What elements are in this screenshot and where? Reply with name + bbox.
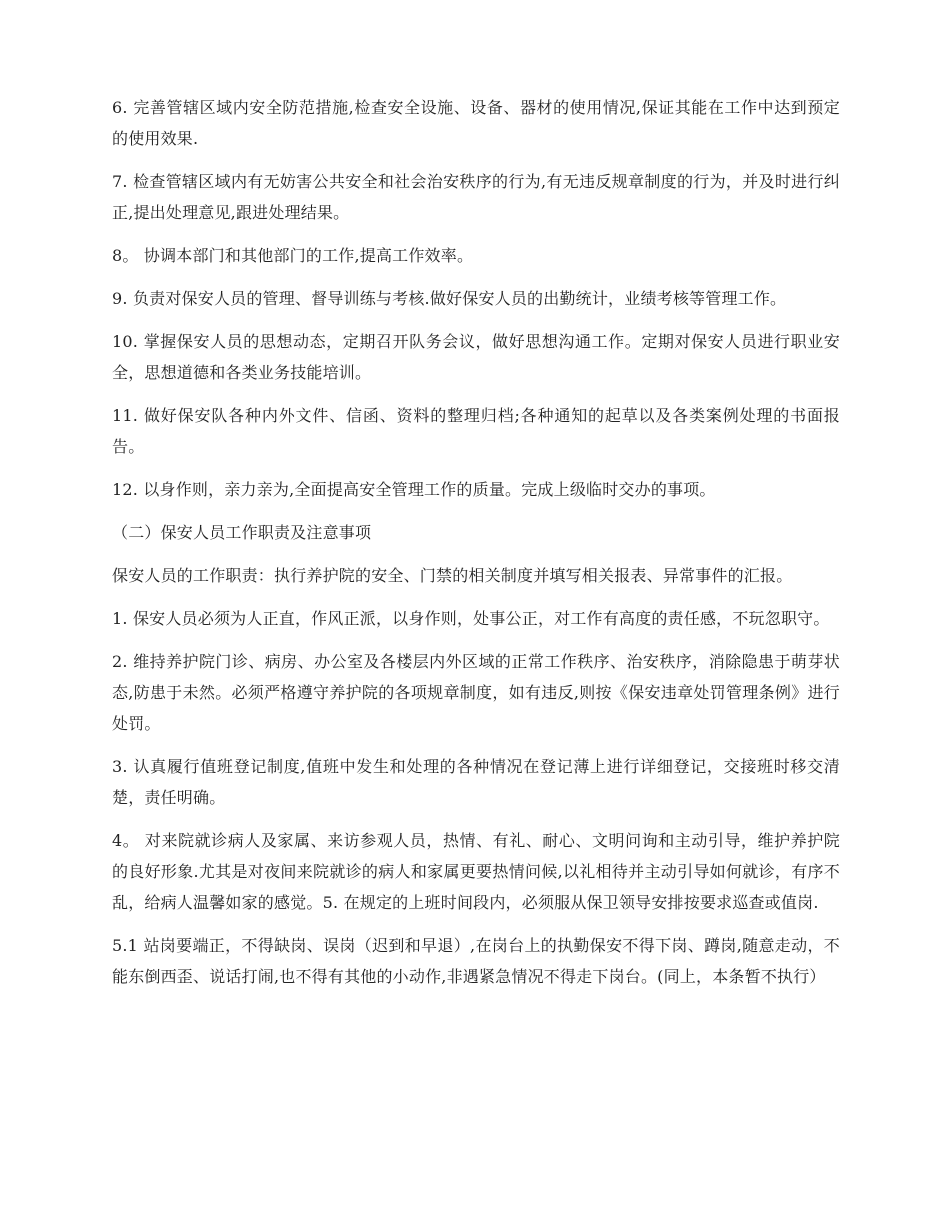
paragraph-item-7: 7. 检查管辖区域内有无妨害公共安全和社会治安秩序的行为,有无违反规章制度的行为，并及时进行纠正,提出处理意见,跟进处理结果。 — [112, 172, 840, 222]
paragraph-item-8: 8。 协调本部门和其他部门的工作,提高工作效率。 — [112, 246, 474, 265]
paragraph-item-9: 9. 负责对保安人员的管理、督导训练与考核.做好保安人员的出勤统计，业绩考核等管理工作。 — [112, 289, 787, 308]
paragraph-item-11: 11. 做好保安队各种内外文件、信函、资料的整理归档;各种通知的起草以及各类案例处理的书面报告。 — [112, 406, 840, 456]
duty-item-3: 3. 认真履行值班登记制度,值班中发生和处理的各种情况在登记薄上进行详细登记，交接班时移交清楚，责任明确。 — [112, 757, 840, 807]
duty-item-1: 1. 保安人员必须为人正直，作风正派，以身作则，处事公正，对工作有高度的责任感，不玩忽职守。 — [112, 609, 830, 628]
duty-item-2: 2. 维持养护院门诊、病房、办公室及各楼层内外区域的正常工作秩序、治安秩序，消除隐患于萌芽状态,防患于未然。必须严格遵守养护院的各项规章制度，如有违反,则按《保安违章处罚管理条例》进行处罚。 — [112, 652, 840, 733]
paragraph-item-6: 6. 完善管辖区域内安全防范措施,检查安全设施、设备、器材的使用情况,保证其能在工作中达到预定的使用效果. — [112, 98, 840, 148]
paragraph-item-12: 12. 以身作则，亲力亲为,全面提高安全管理工作的质量。完成上级临时交办的事项。 — [112, 480, 716, 499]
section-heading: （二）保安人员工作职责及注意事项 — [112, 523, 372, 542]
document-body — [112, 92, 840, 1004]
duty-summary: 保安人员的工作职责：执行养护院的安全、门禁的相关制度并填写相关报表、异常事件的汇报。 — [112, 566, 793, 585]
duty-item-4: 4。 对来院就诊病人及家属、来访参观人员，热情、有礼、耐心、文明问询和主动引导，维护养护院的良好形象.尤其是对夜间来院就诊的病人和家属更要热情问候,以礼相待并主动引导如何就诊，有序不乱，给病人温馨如家的感觉。5. 在规定的上班时间段内，必须服从保卫领导安排按要求巡查或值岗. — [112, 831, 840, 912]
paragraph-item-10: 10. 掌握保安人员的思想动态，定期召开队务会议，做好思想沟通工作。定期对保安人员进行职业安全，思想道德和各类业务技能培训。 — [112, 332, 840, 382]
duty-item-5-1: 5.1 站岗要端正，不得缺岗、误岗（迟到和早退）,在岗台上的执勤保安不得下岗、蹲岗,随意走动，不能东倒西歪、说话打闹,也不得有其他的小动作,非遇紧急情况不得走下岗台。(同上，本条暂不执行） — [112, 936, 840, 986]
